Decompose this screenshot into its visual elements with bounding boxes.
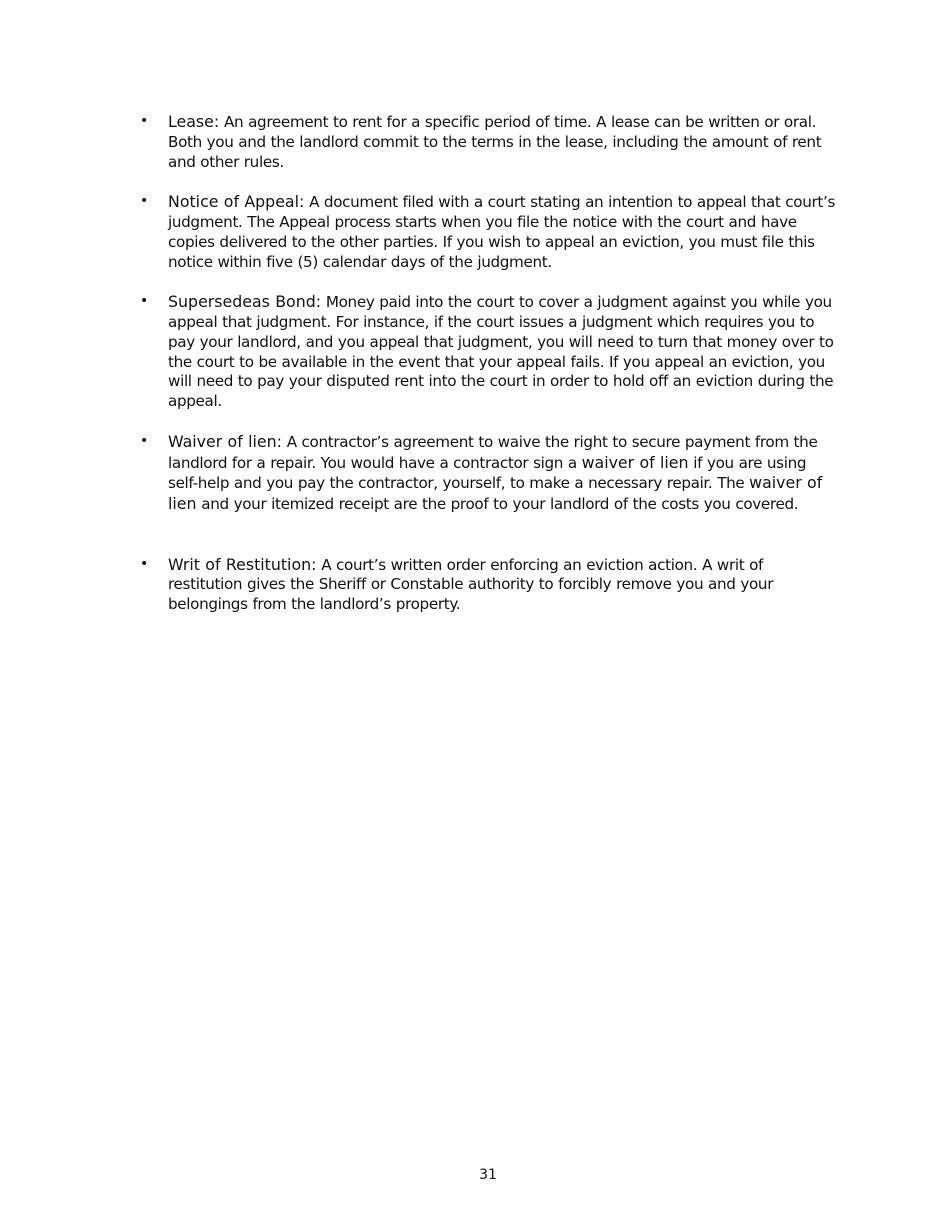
definition-text: and your itemized receipt are the proof to your landlord of the costs you covered.: [196, 495, 799, 514]
definition-item-writ-of-restitution: [140, 555, 840, 615]
definition-text: Money paid into the court to cover a judgment against you while you appeal that judgment. For instance, if the court issues a judgment which requires you to pay your landlord, and you appeal that judgment, you will need to turn that money over to the court to be available in the event that your appeal fails. If you appeal an eviction, you will need to pay your disputed rent into the court in order to hold off an eviction during the appeal.: [168, 293, 834, 411]
definition-item-lease: [140, 112, 840, 172]
definition-list: [140, 112, 840, 615]
definition-text: if you are using self-help and you pay the contractor, yourself, to make a necessary repair. The: [168, 453, 807, 493]
bullet-icon: •: [140, 113, 148, 129]
definition-text: A document filed with a court stating an intention to appeal that court’s judgment. The Appeal process starts when you file the notice with the court and have copies delivered to the other parties. If you wish to appeal an eviction, you must file this notice within five (5) calendar days of the judgment.: [168, 193, 836, 271]
definition-text: A contractor’s agreement to waive the right to secure payment from the landlord for a repair. You would have a contractor sign a: [168, 432, 818, 472]
definition-item-waiver-of-lien: [140, 432, 840, 515]
page-number: 31: [479, 1167, 497, 1183]
definition-item-supersedeas-bond: [140, 292, 840, 412]
bullet-icon: •: [140, 193, 148, 210]
definition-text: A court’s written order enforcing an eviction action. A writ of restitution gives the Sheriff or Constable authority to forcibly remove you and your belongings from the landlord’s property.: [168, 555, 774, 614]
definition-term: Waiver of lien:: [168, 431, 282, 451]
definition-term: Lease:: [168, 112, 220, 131]
definition-term: Supersedeas Bond:: [168, 292, 322, 312]
definition-term: Notice of Appeal:: [168, 192, 305, 212]
bullet-icon: •: [140, 555, 148, 572]
definition-term: Writ of Restitution:: [168, 554, 317, 574]
definition-text: An agreement to rent for a specific period of time. A lease can be written or oral. Both you and the landlord commit to the terms in the lease, including the amount of rent and other rules.: [168, 113, 822, 171]
bullet-icon: •: [140, 432, 148, 449]
inline-term: waiver of lien: [168, 473, 823, 514]
bullet-icon: •: [140, 293, 148, 310]
inline-term: waiver of lien: [581, 452, 689, 472]
definition-item-notice-of-appeal: [140, 192, 840, 272]
